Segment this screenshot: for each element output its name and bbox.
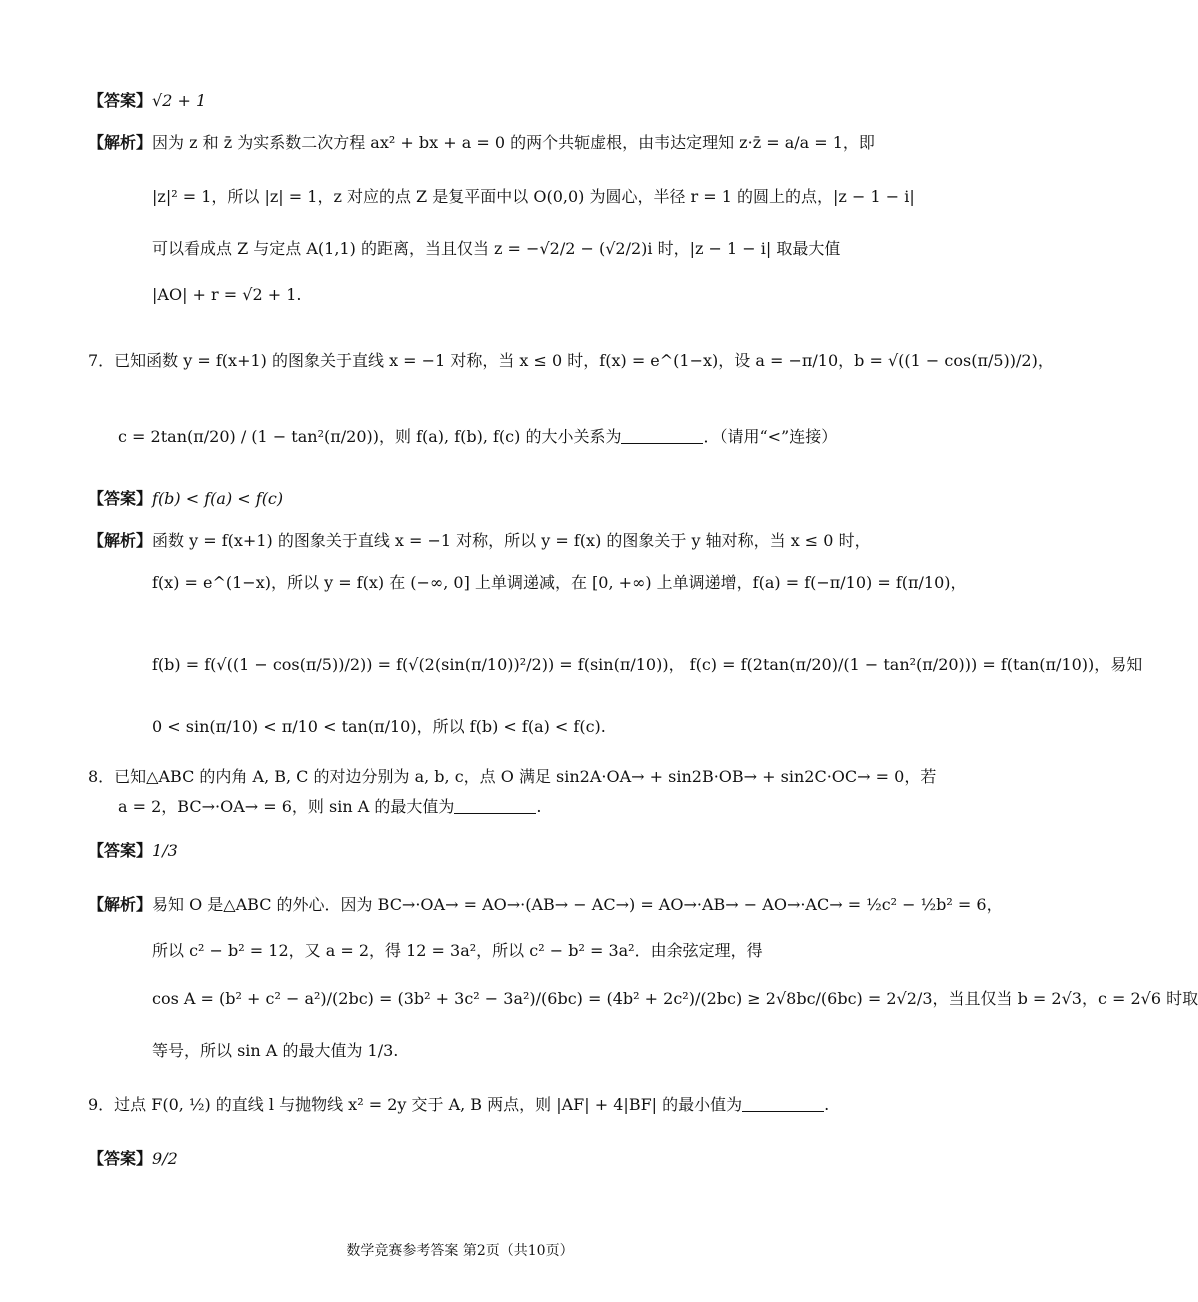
analysis-label: 【解析】 [88, 133, 153, 152]
p8-analysis-line-2 [152, 940, 763, 962]
p6-analysis-line-3 [152, 238, 840, 260]
p7-analysis-line-1 [88, 530, 871, 552]
p6-analysis-line-1 [88, 132, 875, 154]
p7-answer-line [88, 488, 283, 510]
p8-analysis-4: 等号，所以 sin A 的最大值为 1/3. [152, 1041, 399, 1060]
p8-question-2-tail: . [536, 797, 542, 816]
answer-label: 【答案】 [88, 841, 153, 860]
p9-answer-blank [742, 1097, 824, 1112]
analysis-label: 【解析】 [88, 895, 153, 914]
p8-answer-blank [454, 799, 536, 814]
p8-question-line-1 [88, 766, 936, 788]
p9-answer: 9/2 [152, 1149, 178, 1168]
answer-label: 【答案】 [88, 489, 153, 508]
p8-question-line-2 [118, 796, 541, 818]
p8-answer: 1/3 [152, 841, 178, 860]
p7-question-2-tail: ．（请用“<”连接） [703, 427, 838, 446]
answer-label: 【答案】 [88, 1149, 153, 1168]
p9-answer-line [88, 1148, 178, 1170]
p9-question-line-1 [88, 1094, 829, 1116]
p7-question-line-2 [118, 426, 837, 448]
p8-analysis-line-4 [152, 1040, 398, 1062]
p6-analysis-line-2 [152, 186, 915, 208]
p7-analysis-line-2 [152, 572, 967, 594]
p8-analysis-3: cos A = (b² + c² − a²)/(2bc) = (3b² + 3c² − 3a²)/(6bc) = (4b² + 2c²)/(2bc) ≥ 2√8bc/(6bc) = 2√2/3，当且仅当 b = 2√3，c = 2√6 时取 [152, 989, 1198, 1008]
p8-question-2: a = 2，BC→·OA→ = 6，则 sin A 的最大值为 [118, 797, 455, 816]
p8-answer-line [88, 840, 178, 862]
p7-analysis-2: f(x) = e^(1−x)，所以 y = f(x) 在 (−∞, 0] 上单调递减，在 [0, +∞) 上单调递增，f(a) = f(−π/10) = f(π/10)， [152, 573, 967, 592]
p8-analysis-2: 所以 c² − b² = 12，又 a = 2，得 12 = 3a²，所以 c² − b² = 3a²．由余弦定理，得 [152, 941, 763, 960]
p8-analysis-line-3 [152, 988, 1198, 1010]
p9-question-1: 9．过点 F(0, ½) 的直线 l 与抛物线 x² = 2y 交于 A, B 两点，则 |AF| + 4|BF| 的最小值为 [88, 1095, 743, 1114]
page-footer: 数学竞赛参考答案 第2页（共10页） [346, 1243, 574, 1259]
p6-answer: √2 + 1 [152, 91, 207, 110]
p9-question-1-tail: . [824, 1095, 830, 1114]
p7-analysis-1: 函数 y = f(x+1) 的图象关于直线 x = −1 对称，所以 y = f(x) 的图象关于 y 轴对称，当 x ≤ 0 时， [152, 531, 871, 550]
p8-analysis-1: 易知 O 是△ABC 的外心．因为 BC→·OA→ = AO→·(AB→ − AC→) = AO→·AB→ − AO→·AC→ = ½c² − ½b² = 6， [152, 895, 1003, 914]
p6-analysis-1: 因为 z 和 z̄ 为实系数二次方程 ax² + bx + a = 0 的两个共轭虚根，由韦达定理知 z·z̄ = a/a = 1，即 [152, 133, 875, 152]
p6-analysis-3: 可以看成点 Z 与定点 A(1,1) 的距离，当且仅当 z = −√2/2 − (√2/2)i 时，|z − 1 − i| 取最大值 [152, 239, 841, 258]
p7-answer: f(b) < f(a) < f(c) [152, 489, 284, 508]
p6-answer-line [88, 90, 206, 112]
answer-label: 【答案】 [88, 91, 153, 110]
p7-question-line-1 [88, 350, 1054, 372]
p6-analysis-4: |AO| + r = √2 + 1. [152, 285, 302, 304]
p7-question-2: c = 2tan(π/20) / (1 − tan²(π/20))，则 f(a), f(b), f(c) 的大小关系为 [118, 427, 622, 446]
p7-question-1: 7．已知函数 y = f(x+1) 的图象关于直线 x = −1 对称，当 x ≤ 0 时，f(x) = e^(1−x)，设 a = −π/10，b = √((1 − cos(π/5))/2)， [88, 351, 1054, 370]
p6-analysis-line-4 [152, 284, 301, 306]
p7-analysis-4: 0 < sin(π/10) < π/10 < tan(π/10)，所以 f(b) < f(a) < f(c). [152, 717, 606, 736]
p8-question-1: 8．已知△ABC 的内角 A, B, C 的对边分别为 a, b, c，点 O 满足 sin2A·OA→ + sin2B·OB→ + sin2C·OC→ = 0，若 [88, 767, 937, 786]
p7-answer-blank [621, 429, 703, 444]
p6-analysis-2: |z|² = 1，所以 |z| = 1，z 对应的点 Z 是复平面中以 O(0,0) 为圆心，半径 r = 1 的圆上的点，|z − 1 − i| [152, 187, 915, 206]
p7-analysis-3: f(b) = f(√((1 − cos(π/5))/2)) = f(√(2(sin(π/10))²/2)) = f(sin(π/10))， f(c) = f(2tan(π/20)/(1 − tan²(π/20))) = f(tan(π/10))，易知 [152, 655, 1143, 674]
p8-analysis-line-1 [88, 894, 1003, 916]
analysis-label: 【解析】 [88, 531, 153, 550]
p7-analysis-line-3 [152, 654, 1142, 676]
p7-analysis-line-4 [152, 716, 606, 738]
